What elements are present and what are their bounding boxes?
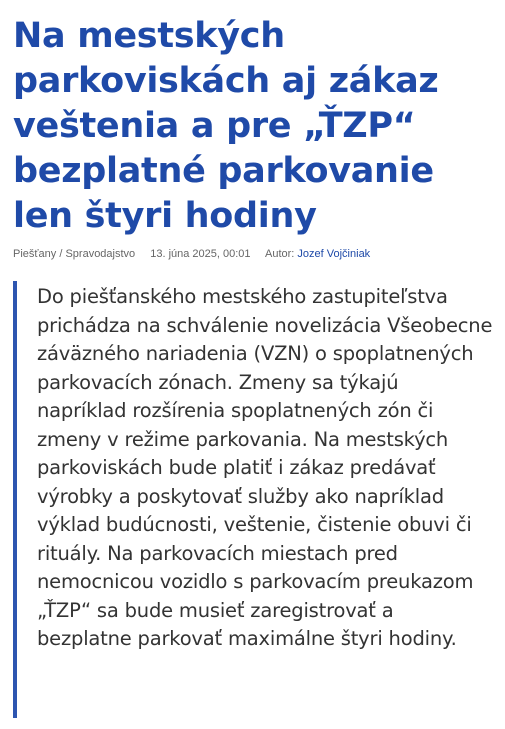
meta-location: Piešťany: [13, 248, 57, 260]
perex-text: Do piešťanského mestského zastupiteľstva prichádza na schválenie novelizácia Všeobecne záväzného nariadenia (VZN) o spoplatnených parkovacích zónach. Zmeny sa týkajú napríklad rozšírenia spoplatnených zón či zmeny v režime parkovania. Na mestských parkoviskách bude platiť i zákaz predávať výrobky a poskytovať služby ako napríklad výklad budúcnosti, veštenie, čistenie obuvi či rituály. Na parkovacích miestach pred nemocnicou vozidlo s parkovacím preukazom „ŤZP“ sa bude musieť zaregistrovať a bezplatne parkovať maximálne štyri hodiny.: [37, 285, 493, 650]
article-header: [13, 14, 493, 260]
meta-date: 13. júna 2025, 00:01: [150, 248, 251, 260]
meta-separator: /: [59, 248, 63, 260]
article-meta: [13, 248, 493, 260]
article-perex: [13, 281, 493, 718]
article-headline: Na mestských parkoviskách aj zákaz veštenia a pre „ŤZP“ bezplatné parkovanie len štyri hodiny: [13, 16, 439, 236]
author-link[interactable]: Jozef Vojčiniak: [297, 248, 371, 260]
meta-category: Spravodajstvo: [65, 248, 136, 260]
meta-author-label: Autor:: [265, 248, 295, 260]
